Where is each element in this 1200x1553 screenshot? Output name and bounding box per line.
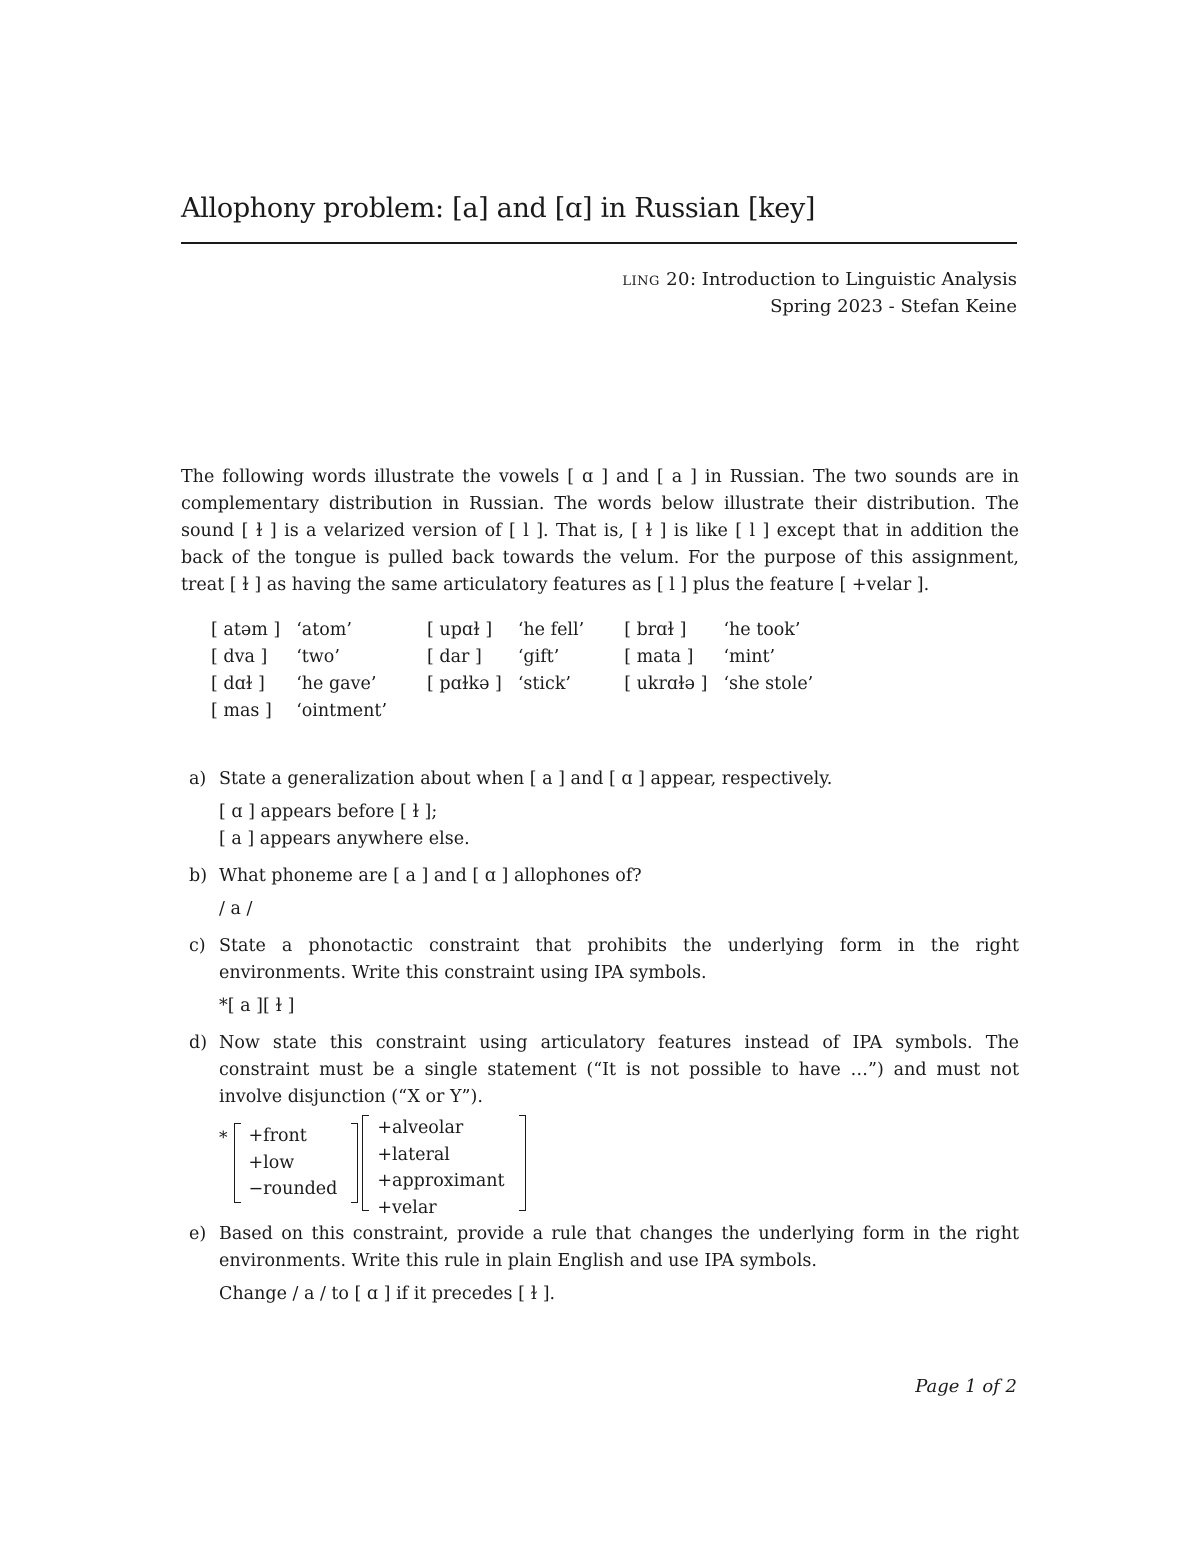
course-title: : Introduction to Linguistic Analysis [690, 269, 1017, 290]
gloss: ‘ointment’ [296, 701, 388, 721]
question-b [181, 863, 1019, 923]
feature-matrix-consonant [362, 1115, 525, 1218]
answer: Change / a / to [ ɑ ] if it precedes [ ɫ ]. [219, 1284, 556, 1304]
title-rule [181, 242, 1017, 244]
question-list [181, 766, 1019, 1318]
word-row [211, 620, 853, 647]
feature: +velar [377, 1197, 437, 1218]
feature-list [369, 1115, 518, 1218]
constraint-star: * [219, 1128, 228, 1148]
gloss [723, 701, 853, 728]
course-line [622, 266, 1017, 293]
course-info [622, 266, 1017, 320]
question-label: d) [189, 1033, 208, 1053]
bracket-right [351, 1123, 358, 1203]
word-row [211, 674, 853, 701]
question-label: b) [189, 866, 208, 886]
feature: +approximant [377, 1171, 505, 1191]
gloss [518, 701, 624, 728]
feature-list [241, 1123, 352, 1203]
intro-paragraph: The following words illustrate the vowels [ ɑ ] and [ a ] in Russian. The two sounds are in complementary distribution in Russian. The words below illustrate their distribution. The sound [ ɫ ] is a velarized version of [ l ]. That is, [ ɫ ] is like [ l ] except that in addition the back of the tongue is pulled back towards the velum. For the purpose of this assignment, treat [ ɫ ] as having the same articulatory features as [ l ] plus the feature [ +velar ]. [181, 467, 1019, 595]
ipa-form [427, 701, 518, 728]
feature: +alveolar [377, 1118, 464, 1138]
ipa-form: [ atəm ] [211, 620, 281, 640]
course-term: Spring 2023 - Stefan Keine [770, 296, 1017, 317]
question-text: State a generalization about when [ a ] and [ ɑ ] appear, respectively. [219, 769, 833, 789]
page-title: Allophony problem: [a] and [ɑ] in Russian [key] [181, 193, 816, 224]
course-code: ling 20 [622, 269, 691, 290]
gloss: ‘two’ [296, 647, 340, 667]
ipa-form: [ brɑɫ ] [624, 620, 687, 640]
feature-matrix-vowel [234, 1123, 359, 1203]
bracket-left [362, 1115, 369, 1211]
bracket-right [519, 1115, 526, 1211]
page-number: Page 1 of 2 [915, 1376, 1017, 1397]
question-text: What phoneme are [ a ] and [ ɑ ] allophones of? [219, 866, 642, 886]
ipa-form: [ dɑɫ ] [211, 674, 265, 694]
feature: +low [248, 1152, 295, 1173]
question-e [181, 1221, 1019, 1308]
ipa-form: [ mas ] [211, 701, 272, 721]
gloss: ‘he took’ [723, 620, 801, 640]
gloss: ‘mint’ [723, 647, 776, 667]
question-a [181, 766, 1019, 853]
bracket-left [234, 1123, 241, 1203]
question-label: a) [189, 769, 207, 789]
answer-line: [ a ] appears anywhere else. [219, 829, 470, 849]
answer-line: [ ɑ ] appears before [ ɫ ]; [219, 802, 438, 822]
ipa-form: [ ukrɑɫə ] [624, 674, 708, 694]
ipa-form: [ dva ] [211, 647, 268, 667]
ipa-form: [ upɑɫ ] [427, 620, 493, 640]
answer: *[ a ][ ɫ ] [219, 996, 295, 1016]
question-label: e) [189, 1224, 207, 1244]
question-label: c) [189, 936, 206, 956]
feature: +lateral [377, 1144, 450, 1165]
question-text: State a phonotactic constraint that prohibits the underlying form in the right environments. Write this constraint using IPA symbols. [219, 936, 1019, 983]
ipa-form: [ dar ] [427, 647, 482, 667]
question-d [181, 1030, 1019, 1218]
ipa-form: [ pɑɫkə ] [427, 674, 502, 694]
feature: +front [248, 1126, 307, 1146]
gloss: ‘stick’ [517, 674, 571, 694]
gloss: ‘gift’ [517, 647, 560, 667]
gloss: ‘he fell’ [517, 620, 585, 640]
ipa-form [624, 701, 723, 728]
gloss: ‘atom’ [296, 620, 352, 640]
question-text: Based on this constraint, provide a rule that changes the underlying form in the right environments. Write this rule in plain English and use IPA symbols. [219, 1224, 1019, 1271]
gloss: ‘she stole’ [723, 674, 814, 694]
word-row [211, 647, 853, 674]
word-list-table [211, 620, 853, 728]
question-text: Now state this constraint using articulatory features instead of IPA symbols. The constraint must be a single statement (“It is not possible to have …”) and must not involve disjunction (“X or Y”). [219, 1033, 1019, 1107]
ipa-form: [ mata ] [624, 647, 694, 667]
gloss: ‘he gave’ [296, 674, 377, 694]
answer: / a / [219, 899, 253, 919]
feature: −rounded [248, 1179, 338, 1199]
question-c [181, 933, 1019, 1020]
feature-matrix-answer [219, 1115, 1019, 1218]
answer [219, 799, 1019, 853]
word-row [211, 701, 853, 728]
